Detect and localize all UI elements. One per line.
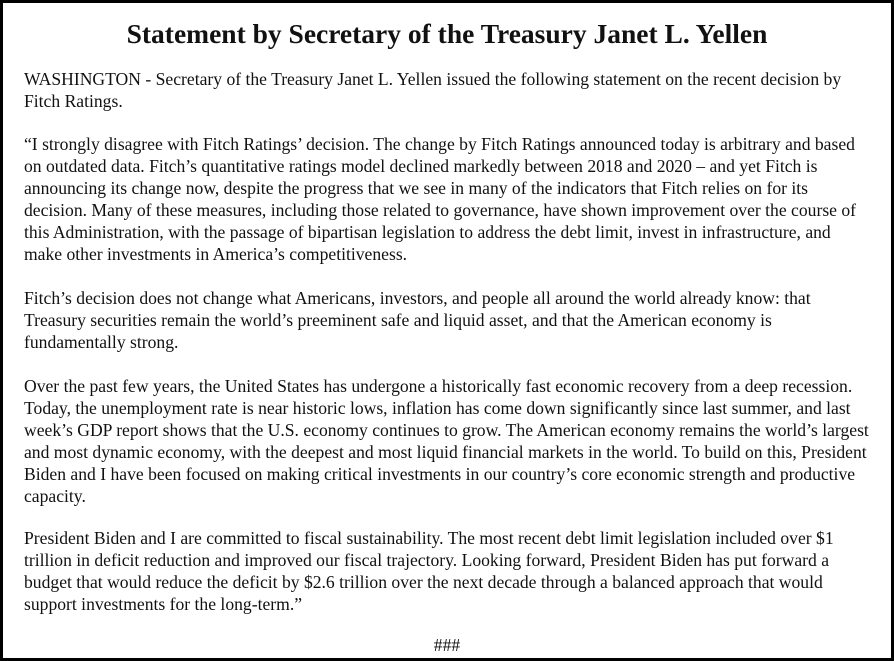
end-mark: ### — [433, 635, 461, 655]
paragraph-intro: WASHINGTON - Secretary of the Treasury Janet L. Yellen issued the following statement on the recent decision by Fitch Ratings. — [24, 69, 842, 111]
paragraph-disagreement: “I strongly disagree with Fitch Ratings’ decision. The change by Fitch Ratings announced today is arbitrary and based on outdated data. Fitch’s quantitative ratings model declined markedly between 2018 and 2020 – and yet Fitch is announcing its change now, despite the progress that we see in many of the indicators that Fitch relies on for its decision. Many of these measures, including those related to governance, have shown improvement over the course of this Administration, with the passage of bipartisan legislation to address the debt limit, invest in infrastructure, and make other investments in America’s competitiveness. — [24, 134, 857, 264]
paragraph-treasury-securities: Fitch’s decision does not change what Americans, investors, and people all around the world already know: that Treasury securities remain the world’s preeminent safe and liquid asset, and that the American economy is fundamentally strong. — [24, 288, 811, 352]
paragraph-fiscal-sustainability: President Biden and I are committed to fiscal sustainability. The most recent debt limit legislation included over $1 trillion in deficit reduction and improved our fiscal trajectory. Looking forward, President Biden has put forward a budget that would reduce the deficit by $2.6 trillion over the next decade through a balanced approach that would support investments for the long-term.” — [24, 528, 834, 614]
page-title: Statement by Secretary of the Treasury Janet L. Yellen — [126, 18, 768, 49]
paragraph-economic-recovery: Over the past few years, the United States has undergone a historically fast economic recovery from a deep recession. Today, the unemployment rate is near historic lows, inflation has come down significantly since last summer, and last week’s GDP report shows that the U.S. economy continues to grow. The American economy remains the world’s largest and most dynamic economy, with the deepest and most liquid financial markets in the world. To build on this, President Biden and I have been focused on making critical investments in our country’s core economic strength and productive capacity. — [24, 376, 869, 506]
